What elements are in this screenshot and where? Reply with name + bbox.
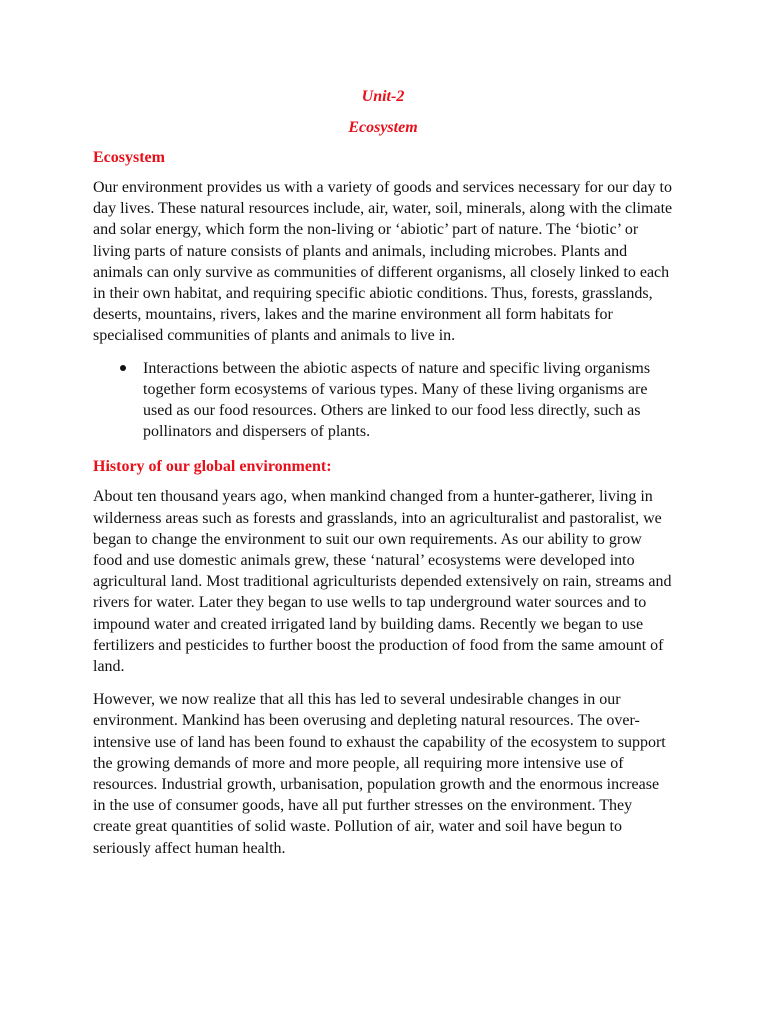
bullet-list (93, 358, 673, 443)
paragraph-history-2: However, we now realize that all this has led to several undesirable changes in our environment. Mankind has been overusing and depleting natural resources. The over-intensive use of land has been found to exhaust the capability of the ecosystem to support the growing demands of more and more people, all requiring more intensive use of resources. Industrial growth, urbanisation, population growth and the enormous increase in the use of consumer goods, have all put further stresses on the environment. They create great quantities of solid waste. Pollution of air, water and soil have begun to seriously affect human health. (93, 691, 666, 857)
bullet-icon (120, 365, 126, 371)
section-heading-history: History of our global environment: (93, 458, 332, 476)
list-item (93, 358, 673, 443)
section-heading-ecosystem: Ecosystem (93, 149, 165, 166)
paragraph-ecosystem-intro: Our environment provides us with a variety of goods and services necessary for our day to day lives. These natural resources include, air, water, soil, minerals, along with the climate and solar energy, which form the non-living or ‘abiotic’ part of nature. The ‘biotic’ or living parts of nature consists of plants and animals, including microbes. Plants and animals can only survive as communities of different organisms, all closely linked to each in their own habitat, and requiring specific abiotic conditions. Thus, forests, grasslands, deserts, mountains, rivers, lakes and the marine environment all form habitats for specialised communities of plants and animals to live in. (93, 179, 673, 345)
unit-title: Unit-2 (361, 88, 405, 105)
document-title: Ecosystem (348, 119, 418, 136)
paragraph-history-1: About ten thousand years ago, when mankind changed from a hunter-gatherer, living in wilderness areas such as forests and grasslands, into an agriculturalist and pastoralist, we began to change the environment to suit our own requirements. As our ability to grow food and use domestic animals grew, these ‘natural’ ecosystems were developed into agricultural land. Most traditional agriculturists depended extensively on rain, streams and rivers for water. Later they began to use wells to tap underground water sources and to impound water and created irrigated land by building dams. Recently we began to use fertilizers and pesticides to further boost the production of food from the same amount of land. (93, 488, 672, 676)
document-page (93, 85, 673, 859)
bullet-text: Interactions between the abiotic aspects of nature and specific living organisms together form ecosystems of various types. Many of these living organisms are used as our food resources. Others are linked to our food less directly, such as pollinators and dispersers of plants. (143, 359, 651, 441)
